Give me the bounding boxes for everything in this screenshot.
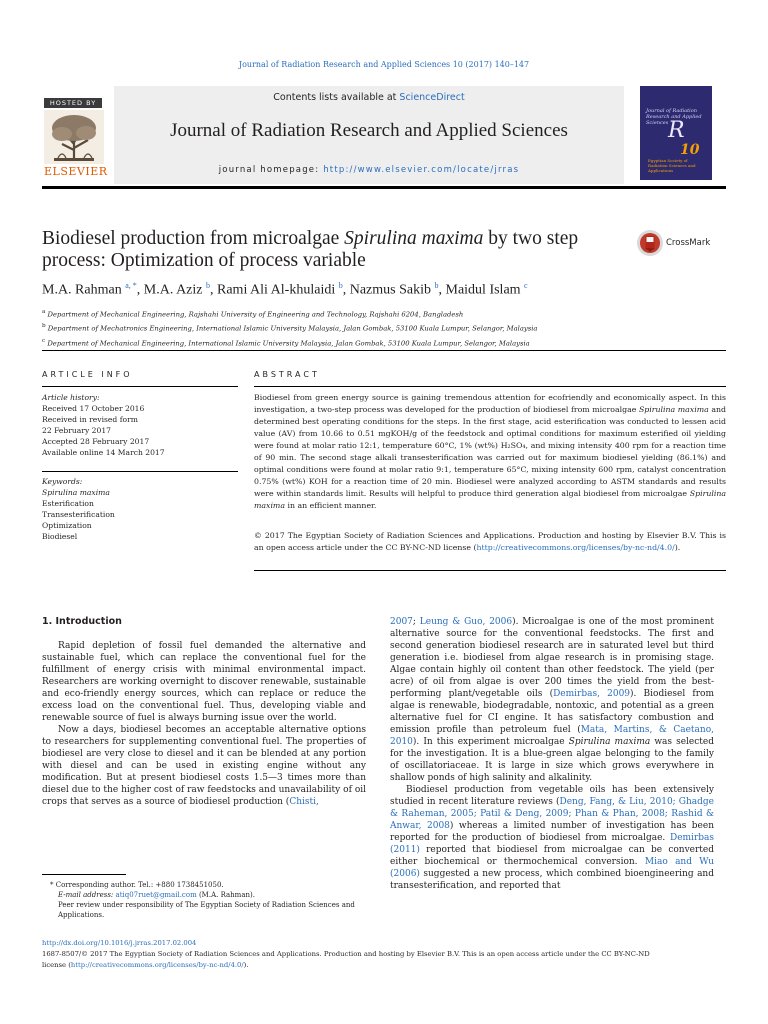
author-name[interactable]: Maidul Islam	[445, 282, 521, 298]
peer-review-note: Peer review under responsibility of The Egyptian Society of Radiation Sciences and Applications.	[58, 901, 355, 919]
paragraph	[390, 616, 714, 784]
license-link[interactable]: http://creativecommons.org/licenses/by-nc-nd/4.0/	[476, 543, 675, 552]
journal-cover-image[interactable]	[640, 86, 712, 180]
journal-citation-line[interactable]: Journal of Radiation Research and Applied Sciences 10 (2017) 140–147	[238, 60, 530, 69]
keyword[interactable]: Spirulina maxima	[42, 488, 110, 497]
author-affiliation-marker[interactable]: b	[338, 281, 343, 290]
keyword-list	[42, 487, 238, 542]
author-affiliation-marker[interactable]: a, *	[125, 281, 137, 290]
header-rule	[42, 186, 726, 189]
article-history	[42, 392, 238, 458]
history-label: Article history:	[42, 393, 100, 402]
contents-line	[114, 92, 624, 103]
contents-prefix: Contents lists available at	[273, 92, 400, 103]
citation-link[interactable]: Leung & Guo, 2006	[419, 617, 513, 627]
footnote-rule	[42, 874, 126, 875]
history-date: Received 17 October 2016	[42, 404, 145, 413]
history-date: Accepted 28 February 2017	[42, 437, 150, 446]
paragraph: Rapid depletion of fossil fuel demanded the alternative and sustainable fuel, which can replace the conventional fuel for the fulfillment of energy crisis with minimal environmental impact. Researchers are working overnight to discover renewable, sustainable and eco-friendly energy sources, which can replace or reduce the excess load on the conventional fuel. Thus, developing viable and renewable source of fuel is always burning issue over the world.	[42, 641, 366, 723]
email-link[interactable]: atiq07ruet@gmail.com	[115, 891, 197, 899]
author-separator: ,	[210, 282, 217, 298]
abstract-copyright	[254, 530, 726, 554]
abstract-text	[254, 392, 726, 512]
article-title	[42, 228, 612, 272]
elsevier-wordmark: ELSEVIER	[44, 165, 108, 178]
history-date: 22 February 2017	[42, 426, 111, 435]
cover-r-glyph: R	[668, 118, 685, 143]
hosted-by-label: HOSTED BY	[44, 98, 102, 108]
affiliation	[42, 335, 726, 349]
citation-link[interactable]: Deng, Fang, & Liu, 2010; Ghadge & Raheman, 2005; Patil & Deng, 2009; Phan & Phan, 2008; Rashid & Anwar, 2008	[390, 797, 714, 831]
footnotes	[42, 880, 366, 920]
history-date: Available online 14 March 2017	[42, 448, 165, 457]
paragraph-text: Biodiesel production from vegetable oils has been extensively studied in recent literature reviews (	[390, 785, 714, 807]
abstract-species: Spirulina maxima	[254, 489, 726, 510]
footer-license-line	[42, 960, 726, 971]
citation-link[interactable]: Chisti,	[289, 797, 319, 807]
title-part-2: by two step process: Optimization of process variable	[42, 228, 579, 271]
email-after: (M.A. Rahman).	[196, 891, 255, 899]
paragraph-text: ). In this experiment microalgae	[412, 737, 569, 747]
article-info-heading: ARTICLE INFO	[42, 370, 133, 379]
page-footer	[42, 938, 726, 971]
citation-link[interactable]: Demirbas, 2009	[553, 689, 631, 699]
abstract-segment: Biodiesel from green energy source is gaining tremendous attention for ecofriendly and economically aspect. In this investigation, a two-step process was developed for the production of biodiesel from microalgae	[254, 393, 726, 414]
author-separator: ,	[136, 282, 144, 298]
paragraph-text: ;	[412, 617, 420, 627]
author-name[interactable]: Rami Ali Al-khulaidi	[217, 282, 336, 298]
sciencedirect-link[interactable]: ScienceDirect	[399, 92, 465, 103]
abstract-segment: in an efficient manner.	[284, 501, 377, 510]
doi-link[interactable]: http://dx.doi.org/10.1016/j.jrras.2017.02.004	[42, 939, 197, 947]
email-label: E-mail address:	[58, 891, 116, 899]
abstract-heading: ABSTRACT	[254, 370, 320, 379]
species-name: Spirulina maxima	[568, 737, 651, 747]
keyword[interactable]: Optimization	[42, 521, 92, 530]
keywords-label: Keywords:	[42, 477, 83, 486]
email-note	[42, 890, 366, 900]
title-part-1: Biodiesel production from microalgae	[42, 228, 345, 249]
history-date: Received in revised form	[42, 415, 138, 424]
crossmark-label[interactable]: CrossMark	[666, 238, 711, 248]
affiliation-text: Department of Mechanical Engineering, Rajshahi University of Engineering and Technology, Rajshahi 6204, Bangladesh	[47, 310, 464, 319]
keyword[interactable]: Esterification	[42, 499, 94, 508]
cover-volume-number: 10	[680, 142, 700, 158]
section-heading-introduction: 1. Introduction	[42, 616, 122, 627]
title-species: Spirulina maxima	[344, 228, 484, 249]
keyword[interactable]: Biodiesel	[42, 532, 78, 541]
article-info-rule	[42, 386, 238, 387]
author-affiliation-marker[interactable]: b	[434, 281, 439, 290]
author-affiliation-marker[interactable]: c	[524, 281, 528, 290]
author-affiliation-marker[interactable]: b	[206, 281, 210, 290]
citation-link[interactable]: Mata, Martins, & Caetano, 2010	[390, 725, 714, 747]
cover-title-text: Journal of Radiation Research and Applied Sciences	[646, 108, 702, 126]
paragraph-text: Now a days, biodiesel becomes an acceptable alternative options to researchers for supplementing conventional fuel. The properties of biodiesel are very close to diesel and it can be blended at any portion with diesel and can be used in existing engine without any modification. But at present biodiesel costs 1.5—3 times more than diesel due to the higher cost of raw feedstocks and unavailability of oil crops that serves as a source of biodiesel production (	[42, 725, 366, 807]
author-name[interactable]: M.A. Aziz	[143, 282, 203, 298]
paragraph-text: ) whereas a limited number of investigation has been reported for the production of biodiesel from microalgae.	[390, 821, 714, 843]
copyright-text: © 2017 The Egyptian Society of Radiation Sciences and Applications. Production and hosting by Elsevier B.V. This is an open access article under the CC BY-NC-ND license (	[254, 531, 726, 552]
journal-homepage-line	[114, 165, 624, 175]
title-block-rule	[42, 350, 726, 351]
affiliation-text: Department of Mechatronics Engineering, International Islamic University Malaysia, Jalan Gombak, 53100 Kuala Lumpur, Selangor, Malaysia	[47, 324, 538, 333]
abstract-bottom-rule	[254, 570, 726, 571]
paragraph-text: ). Microalgae is one of the most prominent alternative source for the conventional feedstocks. The first and second generation biodiesel research are in saturated level but third generation i.e. biodiesel from algae research is in promising stage. Algae contain highly oil content than other feedstock. The yield (per acre) of oil from algae is over 200 times the yield from the best-performing plant/vegetable oils (	[390, 617, 714, 699]
license-prefix: license (	[42, 961, 71, 969]
citation-link[interactable]: Demirbas (2011)	[390, 833, 714, 855]
cover-society-text: Egyptian Society of Radiation Sciences and Applications	[648, 158, 696, 173]
body-right-column	[390, 616, 714, 892]
affiliation-text: Department of Mechanical Engineering, International Islamic University Malaysia, Jalan Gombak, 53100 Kuala Lumpur, Selangor, Malaysia	[47, 338, 530, 347]
abstract-segment: and determined best operating conditions for the steps. In the first stage, acid esterification was conducted to lessen acid value (AV) from 10.66 to 0.51 mgKOH/g of the feedstock and optimal conditions for maximum esterified oil yielding were found at molar ratio 12:1, temperature 60°C, 1% (wt%) H₂SO₄, and mixing intensity 400 rpm for a reaction time of 90 min. The second stage alkali transesterification was carried out for maximum biodiesel yielding (86.1%) and optimal conditions were found at molar ratio 9:1, temperature 65°C, mixing intensity 600 rpm, catalyst concentration 0.75% (wt%) KOH for a reaction time of 20 min. Biodiesel were analyzed according to ASTM standards and results were within standards limit. Results will helpful to produce third generation algal biodiesel from microalgae	[254, 405, 727, 498]
footer-license-link[interactable]: http://creativecommons.org/licenses/by-nc-nd/4.0/	[70, 961, 244, 969]
author-separator: ,	[342, 282, 350, 298]
affiliation-key: c	[42, 337, 46, 344]
paragraph-text: suggested a new process, which combined bioengineering and transesterification, and reported that	[390, 869, 714, 891]
paragraph	[390, 784, 714, 892]
license-suffix: ).	[243, 961, 249, 969]
abstract-rule	[254, 386, 726, 387]
affiliation	[42, 306, 726, 320]
paragraph	[42, 724, 366, 808]
keywords-block	[42, 476, 238, 542]
paragraph-text: was selected for the investigation. It is a blue-green algae belonging to the family of oscillatoriaceae. It is large in size which grows everywhere in shallow ponds of high salinity and alkalinity.	[390, 737, 714, 783]
affiliation-key: b	[42, 323, 46, 330]
abstract-species: Spirulina maxima	[638, 405, 709, 414]
body-left-column	[42, 640, 366, 808]
crossmark-icon[interactable]	[636, 228, 664, 258]
copyright-end: ).	[674, 543, 681, 552]
paragraph-text: ). Biodiesel from algae is renewable, biodegradable, nontoxic, and potential as a green alternative fuel for CI engine. It has satisfactory combustion and emission profile than petroleum fuel (	[390, 689, 714, 735]
keywords-rule	[42, 471, 238, 472]
issn-line: 1687-8507/© 2017 The Egyptian Society of Radiation Sciences and Applications. Production and hosting by Elsevier B.V. This is an open access article under the CC BY-NC-ND	[42, 950, 650, 958]
corresponding-author-note: * Corresponding author. Tel.: +880 1738451050.	[50, 881, 224, 889]
affiliation-key: a	[42, 309, 46, 315]
author-list	[42, 281, 726, 299]
affiliation-list	[42, 306, 726, 349]
citation-link[interactable]: 2007	[390, 617, 413, 627]
history-dates	[42, 403, 238, 458]
author-name[interactable]: M.A. Rahman	[42, 282, 122, 298]
journal-homepage-link[interactable]: http://www.elsevier.com/locate/jrras	[323, 165, 520, 175]
paragraph-text: reported that biodiesel from microalgae can be converted either biochemical or thermochemical conversion.	[390, 845, 714, 867]
citation-link[interactable]: Miao and Wu (2006)	[390, 857, 714, 879]
homepage-prefix: journal homepage:	[218, 165, 324, 175]
journal-title: Journal of Radiation Research and Applied Sciences	[170, 120, 568, 141]
author-separator: ,	[438, 282, 446, 298]
keyword[interactable]: Transesterification	[42, 510, 115, 519]
author-name[interactable]: Nazmus Sakib	[349, 282, 431, 298]
affiliation	[42, 320, 726, 334]
